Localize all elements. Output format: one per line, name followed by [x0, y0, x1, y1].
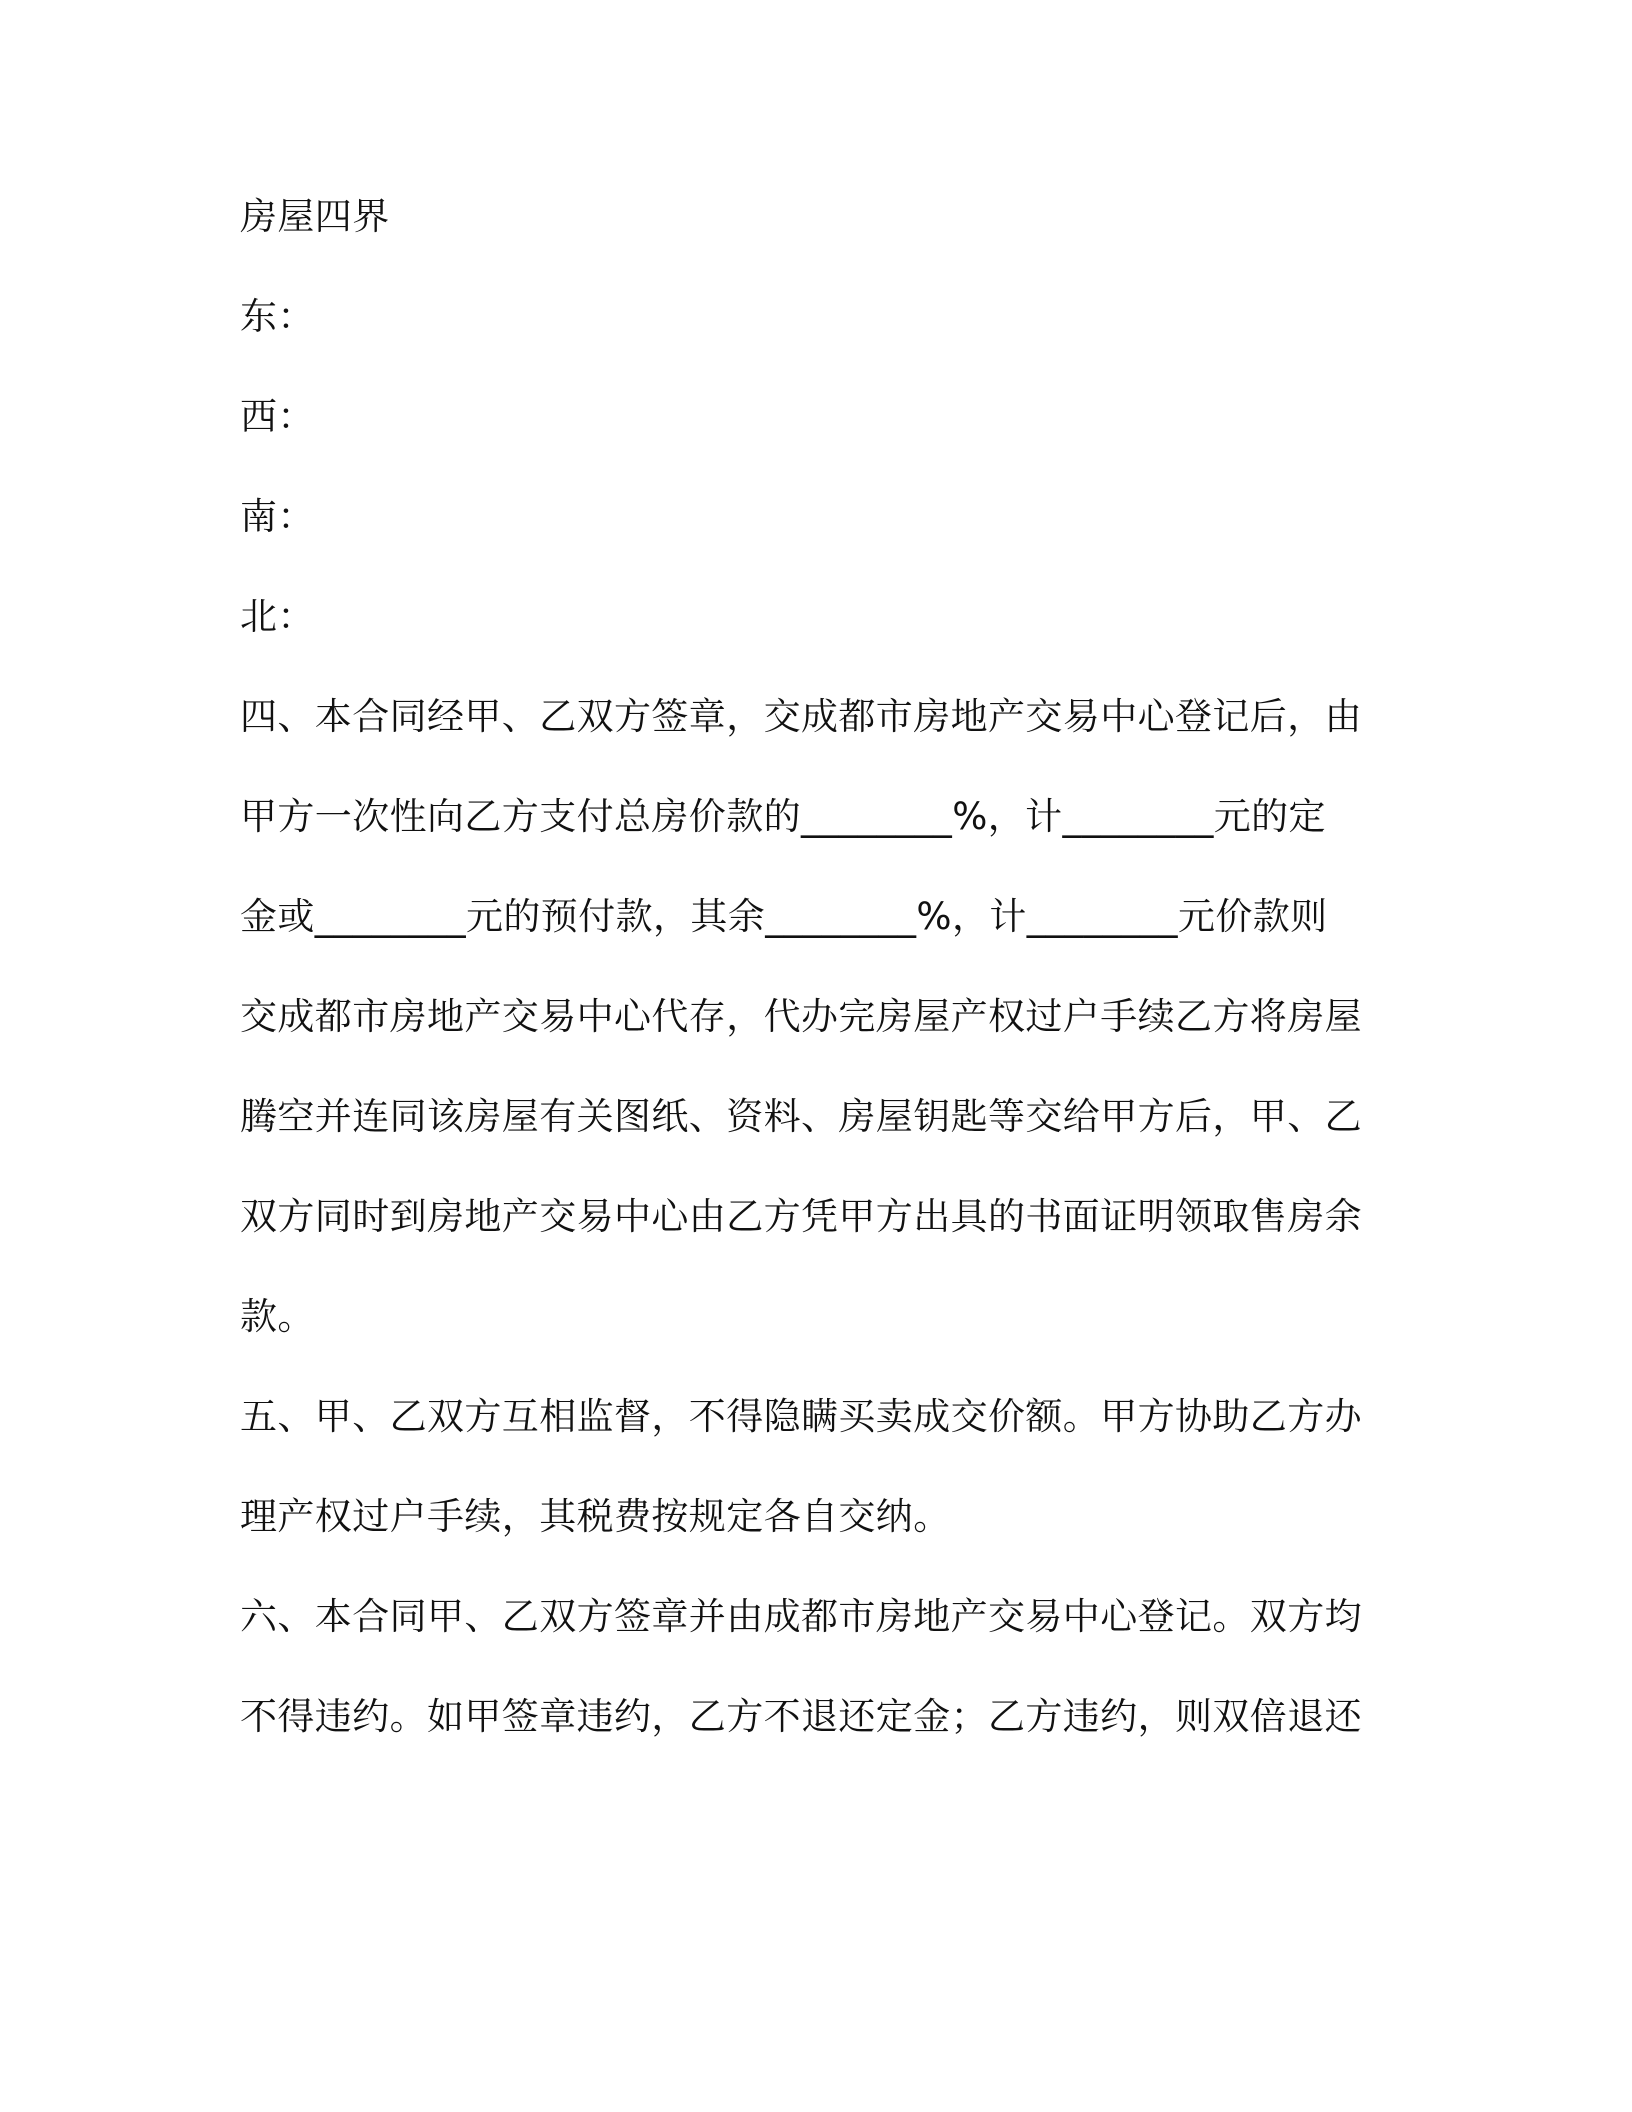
heading-house-boundaries: 房屋四界: [240, 195, 390, 238]
clause-4-line: 款。: [240, 1295, 315, 1338]
clause-5-line: 五、甲、乙双方互相监督，不得隐瞒买卖成交价额。甲方协助乙方办: [240, 1395, 1362, 1438]
boundary-south: 南：: [240, 495, 315, 538]
boundary-east: 东：: [240, 295, 315, 338]
clause-6-line: 六、本合同甲、乙双方签章并由成都市房地产交易中心登记。双方均: [240, 1595, 1362, 1638]
clause-6-line: 不得违约。如甲签章违约，乙方不退还定金；乙方违约，则双倍退还: [240, 1695, 1362, 1738]
clause-4-line: 四、本合同经甲、乙双方签章，交成都市房地产交易中心登记后，由: [240, 695, 1362, 738]
clause-5-line: 理产权过户手续，其税费按规定各自交纳。: [240, 1495, 951, 1538]
clause-4-line: 双方同时到房地产交易中心由乙方凭甲方出具的书面证明领取售房余: [240, 1195, 1362, 1238]
clause-4-line: 金或________元的预付款，其余________%，计________元价款则: [240, 895, 1328, 938]
boundary-north: 北：: [240, 595, 315, 638]
boundary-west: 西：: [240, 395, 315, 438]
clause-4-line: 交成都市房地产交易中心代存，代办完房屋产权过户手续乙方将房屋: [240, 995, 1362, 1038]
clause-4-line: 甲方一次性向乙方支付总房价款的________%，计________元的定: [240, 795, 1326, 838]
clause-4-line: 腾空并连同该房屋有关图纸、资料、房屋钥匙等交给甲方后，甲、乙: [240, 1095, 1362, 1138]
